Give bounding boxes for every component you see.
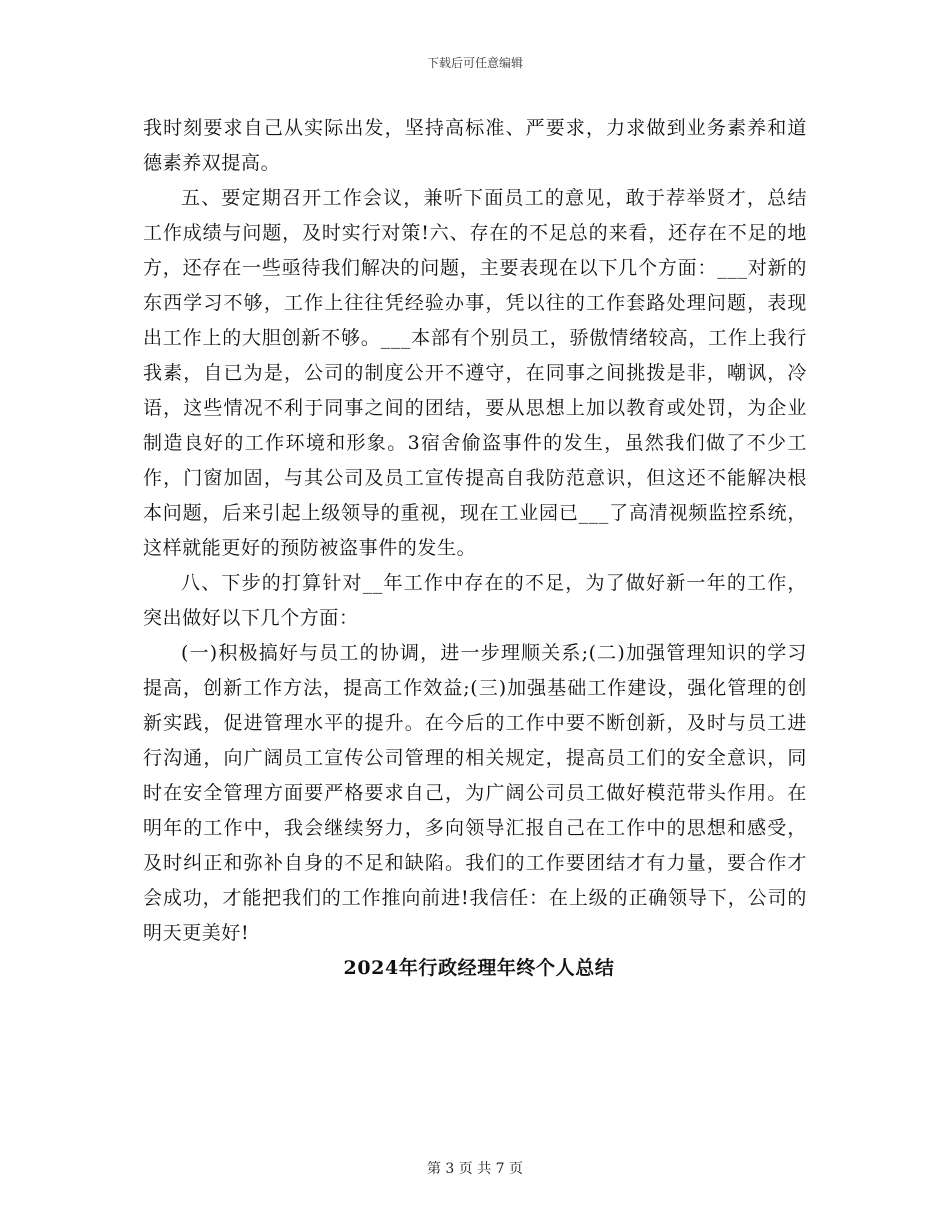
document-body	[143, 111, 807, 986]
paragraph-item-eight: 八、下步的打算针对__年工作中存在的不足，为了做好新一年的工作，突出做好以下几个方面：	[143, 572, 807, 629]
section-title: 2024年行政经理年终个人总结	[343, 957, 615, 979]
paragraph-item-five: 五、要定期召开工作会议，兼听下面员工的意见，敢于荐举贤才，总结工作成绩与问题，及时实行对策!六、存在的不足总的来看，还存在不足的地方，还存在一些亟待我们解决的问题，主要表现在以下几个方面：___对新的东西学习不够，工作上往往凭经验办事，凭以往的工作套路处理问题，表现出工作上的大胆创新不够。___本部有个别员工，骄傲情绪较高，工作上我行我素，自已为是，公司的制度公开不遵守，在同事之间挑拨是非，嘲讽，冷语，这些情况不利于同事之间的团结，要从思想上加以教育或处罚，为企业制造良好的工作环境和形象。3宿舍偷盗事件的发生，虽然我们做了不少工作，门窗加固，与其公司及员工宣传提高自我防范意识，但这还不能解决根本问题，后来引起上级领导的重视，现在工业园已___了高清视频监控系统，这样就能更好的预防被盗事件的发生。	[143, 187, 807, 559]
page-header-note: 下载后可任意编辑	[426, 56, 523, 70]
paragraph-continuation: 我时刻要求自己从实际出发，坚持高标准、严要求，力求做到业务素养和道德素养双提高。	[143, 117, 807, 174]
paragraph-plan-details: (一)积极搞好与员工的协调，进一步理顺关系;(二)加强管理知识的学习提高，创新工作方法，提高工作效益;(三)加强基础工作建设，强化管理的创新实践，促进管理水平的提升。在今后的工作中要不断创新，及时与员工进行沟通，向广阔员工宣传公司管理的相关规定，提高员工们的安全意识，同时在安全管理方面要严格要求自己，为广阔公司员工做好模范带头作用。在明年的工作中，我会继续努力，多向领导汇报自己在工作中的思想和感受，及时纠正和弥补自身的不足和缺陷。我们的工作要团结才有力量，要合作才会成功，才能把我们的工作推向前进!我信任：在上级的正确领导下，公司的明天更美好!	[143, 642, 807, 944]
page-number-footer: 第 3 页 共 7 页	[426, 1161, 524, 1177]
